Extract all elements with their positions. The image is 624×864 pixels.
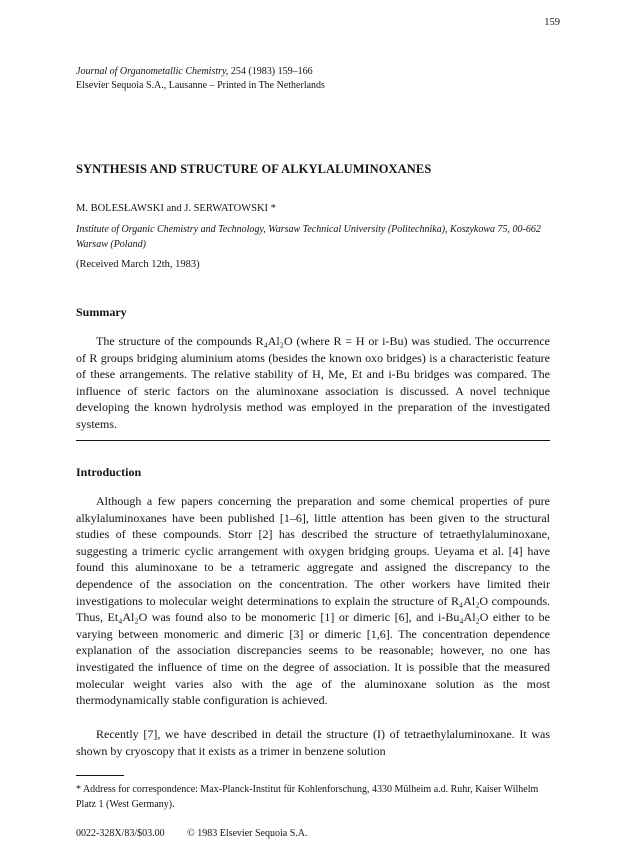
journal-citation — [76, 66, 313, 77]
article-title: SYNTHESIS AND STRUCTURE OF ALKYLALUMINOXANES — [76, 162, 432, 176]
received-date: (Received March 12th, 1983) — [76, 259, 200, 270]
publisher-line: Elsevier Sequoia S.A., Lausanne – Printed in The Netherlands — [76, 80, 325, 91]
introduction-heading: Introduction — [76, 465, 142, 479]
introduction-paragraph-1: Although a few papers concerning the preparation and some chemical properties of pure alkylaluminoxanes have been published [1–6], little attention has been given to the structural studies of these compounds. Storr [2] has described the structure of tetraethylaluminoxane, suggesting a trimeric cyclic arrangement with oxygen bridging groups. Ueyama et al. [4] have found this aluminoxane to be a tetrameric aggregate and assigned the discrepancy to the dependence of the association on the concentration. The other workers have limited their investigations to molecular weight determinations to explain the structure of R₄Al₂O compounds. Thus, Et₄Al₂O was found also to be monomeric [1] or dimeric [6], and i-Bu₄Al₂O either to be varying between monomeric and dimeric [3] or dimeric [1,6]. The concentration dependence explanation of the association discrepancies seems to be reasonable; however, no one has investigated the influence of time on the degree of association. It is possible that the measured molecular weight varies also with the age of the aluminoxane solution as the most thermodynamically stable configuration is achieved. — [76, 494, 550, 708]
section-divider — [76, 440, 550, 441]
summary-heading: Summary — [76, 305, 127, 319]
copyright-notice: © 1983 Elsevier Sequoia S.A. — [187, 828, 308, 839]
summary-text: The structure of the compounds R₄Al₂O (where R = H or i-Bu) was studied. The occurrence of R groups bridging aluminium atoms (besides the known oxo bridges) is a characteristic feature of these arrangements. The relative stability of H, Me, Et and i-Bu bridges was compared. The influence of steric factors on the aluminoxane association is discussed. A novel technique developing the known hydrolysis method was employed in the preparation of the investigated systems. — [76, 334, 550, 431]
footnote: * Address for correspondence: Max-Planck-Institut für Kohlenforschung, 4330 Mülheim a.d. Ruhr, Kaiser Wilhelm Platz 1 (West Germany). — [76, 784, 539, 810]
page-footer — [76, 828, 307, 839]
journal-name: Journal of Organometallic Chemistry, — [76, 66, 229, 77]
page-number: 159 — [544, 17, 560, 28]
journal-reference: 254 (1983) 159–166 — [230, 66, 313, 77]
introduction-paragraph-2: Recently [7], we have described in detail the structure (I) of tetraethylaluminoxane. It was shown by cryoscopy that it exists as a trimer in benzene solution — [76, 727, 550, 758]
article-authors: M. BOLESŁAWSKI and J. SERWATOWSKI * — [76, 203, 276, 214]
author-affiliation: Institute of Organic Chemistry and Technology, Warsaw Technical University (Politechnika), Koszykowa 75, 00-662 Warsaw (Poland) — [76, 224, 541, 250]
issn-price-code: 0022-328X/83/$03.00 — [76, 828, 165, 839]
footnote-divider — [76, 775, 124, 776]
